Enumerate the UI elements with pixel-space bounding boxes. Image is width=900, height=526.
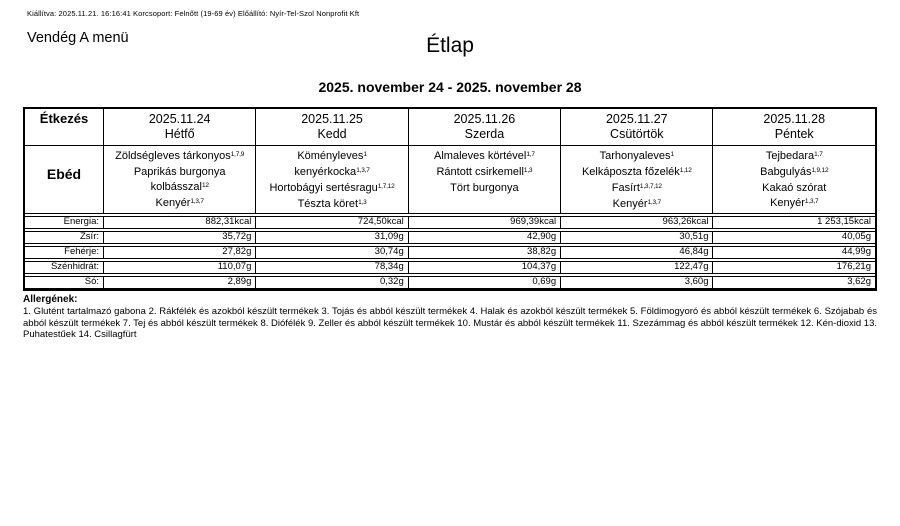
allergen-codes: 1,3 [358, 199, 367, 207]
day-name: Hétfő [164, 127, 195, 141]
allergen-codes: 1,7 [814, 151, 823, 159]
allergen-codes: 1,3 [523, 167, 533, 175]
menu-item: Tarhonyaleves$^1$ [599, 150, 674, 162]
allergen-codes: 1,7,9 [230, 151, 245, 159]
menu-item: Tejbedara$^{1,7}$ [765, 150, 823, 162]
nutrition-value-cell: 882,31kcal [104, 217, 256, 228]
day-name: Szerda [464, 127, 505, 141]
menu-item: Tört burgonya [450, 182, 519, 194]
nutrition-row [25, 276, 875, 289]
nutrition-row [25, 216, 875, 229]
nutrition-value-cell: 0,69g [409, 277, 561, 288]
meal-row [25, 146, 875, 214]
menu-name: Vendég A menü [27, 30, 129, 46]
day-header-cell [256, 109, 408, 145]
allergen-codes: 1 [670, 151, 674, 159]
menu-item: kenyérkocka$^{1,3,7}$ [294, 166, 370, 178]
day-header-cell [713, 109, 875, 145]
nutrition-value-cell: 2,89g [104, 277, 256, 288]
nutrition-value-cell: 30,74g [256, 247, 408, 258]
nutrition-row [25, 261, 875, 274]
day-header-cell [409, 109, 561, 145]
nutrition-value-cell: 963,26kcal [561, 217, 713, 228]
nutrition-value-cell: 46,84g [561, 247, 713, 258]
menu-item: Babgulyás$^{1,9,12}$ [760, 166, 829, 178]
nutrition-row [25, 231, 875, 244]
nutrition-label-cell: Zsír: [25, 232, 104, 243]
nutrition-value-cell: 724,50kcal [256, 217, 408, 228]
nutrition-value-cell: 40,05g [841, 231, 871, 242]
day-header-cell [104, 109, 256, 145]
allergen-codes: 1,3,7 [804, 198, 819, 206]
nutrition-row [25, 246, 875, 259]
allergen-codes: 1,3,7 [190, 198, 204, 206]
menu-item: Kenyér$^{1,3,7}$ [155, 197, 204, 209]
table-header-row [25, 109, 875, 146]
day-date: 2025.11.25 [301, 112, 363, 126]
allergen-codes: 1,9,12 [811, 167, 829, 175]
allergen-codes: 1,12 [679, 167, 692, 175]
nutrition-value-cell: 78,34g [256, 262, 408, 273]
nutrition-label-cell: Energia: [25, 217, 104, 228]
nutrition-value-cell: 969,39kcal [409, 217, 561, 228]
nutrition-value-cell: 44,99g [841, 246, 871, 257]
nutrition-value-cell: 35,72g [104, 232, 256, 243]
day-items-cell [561, 146, 713, 213]
allergens-section [23, 294, 877, 341]
nutrition-value-cell: 3,62g [847, 276, 871, 287]
menu-item: Hortobágyi sertésragu$^{1,7,12}$ [269, 182, 395, 194]
menu-item: Kakaó szórat [762, 182, 827, 194]
allergens-text: 1. Glutént tartalmazó gabona 2. Rákfélék és azokból készült termékek 3. Tojás és abból készült termékek 4. Halak és azokból készült termékek 5. Földimogyoró és abból készült termékek 6. Szójabab és abból készült termékek 7. Tej és abból készült termékek 8. Diófélék 9. Zeller és abból készült termékek 10. Mustár és abból készült termékek 11. Szezámmag és abból készült termékek 12. Kén-dioxid 13. Puhatestűek 14. Csillagfürt [23, 306, 878, 340]
menu-item: Fasírt$^{1,3,7,12}$ [611, 182, 662, 194]
day-header-cell [561, 109, 713, 145]
nutrition-value-cell: 42,90g [409, 232, 561, 243]
meta-line: Kiállítva: 2025.11.21. 16:16:41 Korcsoport: Felnőtt (19-69 év) Előállító: Nyír-Tel-Szol Nonprofit Kft [27, 9, 360, 18]
nutrition-value-cell: 0,32g [256, 277, 408, 288]
allergen-codes: 1 [363, 151, 367, 159]
nutrition-value-cell: 38,82g [409, 247, 561, 258]
nutrition-label-cell: Szénhidrát: [25, 262, 104, 273]
header-area [0, 18, 900, 70]
meal-header-cell: Étkezés [25, 109, 104, 145]
nutrition-value-cell: 30,51g [561, 232, 713, 243]
day-items-cell [713, 146, 875, 213]
day-name: Csütörtök [610, 127, 664, 141]
day-date: 2025.11.28 [763, 112, 826, 126]
nutrition-label-cell: Fehérje: [25, 247, 104, 258]
nutrition-value-cell: 27,82g [104, 247, 256, 258]
menu-item: Zöldségleves tárkonyos$^{1,7,9}$ [115, 150, 245, 162]
allergen-codes: 1,7 [526, 151, 535, 159]
nutrition-value-cell: 1 253,15kcal [817, 216, 871, 227]
page-title: Étlap [426, 34, 474, 57]
nutrition-value-cell: 176,21g [836, 261, 871, 272]
day-items-cell [409, 146, 561, 213]
menu-item: Almaleves körtével$^{1,7}$ [434, 150, 535, 162]
day-items-cell [104, 146, 256, 213]
date-range: 2025. november 24 - 2025. november 28 [318, 79, 582, 95]
allergen-codes: 1,3,7 [647, 199, 661, 207]
nutrition-section [25, 216, 875, 289]
nutrition-value-cell: 3,60g [561, 277, 713, 288]
day-name: Kedd [317, 127, 347, 141]
menu-item: Kenyér$^{1,3,7}$ [770, 197, 819, 209]
nutrition-value-cell: 110,07g [104, 262, 256, 273]
day-items-cell [256, 146, 408, 213]
menu-item: Kenyér$^{1,3,7}$ [612, 198, 661, 210]
meal-label-cell: Ebéd [25, 146, 104, 213]
menu-item: Köményleves$^1$ [297, 150, 367, 162]
menu-item: Kelkáposzta főzelék$^{1,12}$ [581, 166, 692, 178]
allergen-codes: 1,3,7 [356, 167, 370, 175]
day-name: Péntek [774, 127, 814, 141]
menu-item: Paprikás burgonya kolbásszal$^{12}$ [133, 166, 226, 193]
day-date: 2025.11.26 [453, 112, 516, 126]
menu-item: Tészta köret$^{1,3}$ [297, 198, 367, 210]
allergen-codes: 1,7,12 [377, 183, 395, 191]
nutrition-label-cell: Só: [25, 277, 104, 288]
day-date: 2025.11.27 [605, 112, 668, 126]
nutrition-value-cell: 104,37g [409, 262, 561, 273]
menu-table [23, 107, 877, 291]
allergens-heading: Allergének: [23, 294, 78, 305]
nutrition-value-cell: 122,47g [561, 262, 713, 273]
day-date: 2025.11.24 [148, 112, 211, 126]
allergen-codes: 1,3,7,12 [639, 183, 662, 191]
nutrition-value-cell: 31,09g [256, 232, 408, 243]
menu-item: Rántott csirkemell$^{1,3}$ [436, 166, 533, 178]
allergen-codes: 12 [201, 182, 209, 190]
